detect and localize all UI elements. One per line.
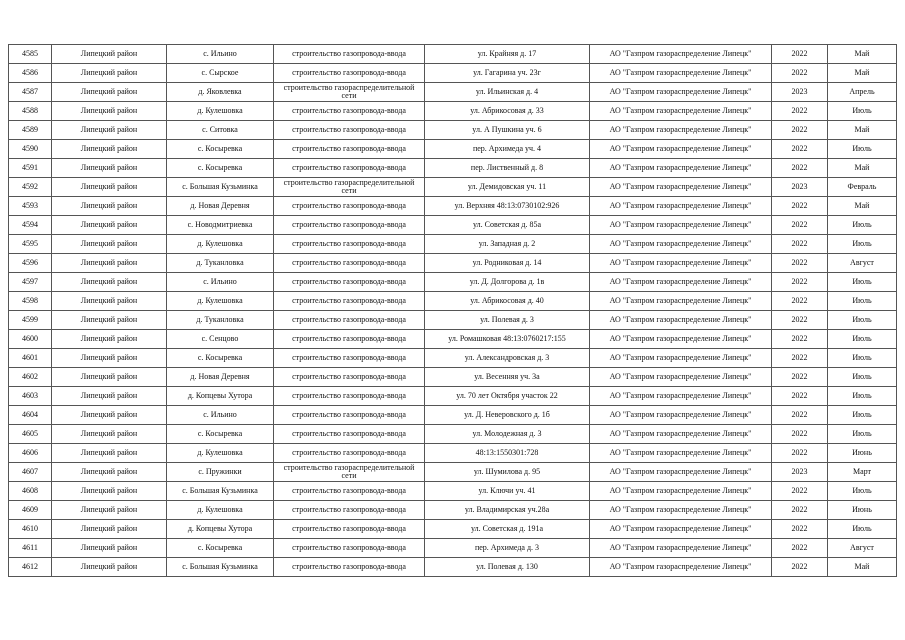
month-cell: Февраль — [828, 178, 897, 197]
table-row — [9, 349, 897, 368]
gasification-schedule-table — [8, 44, 897, 577]
address-cell: ул. Владимирская уч.28а — [425, 501, 590, 520]
month-cell: Июнь — [828, 501, 897, 520]
district-cell: Липецкий район — [52, 311, 167, 330]
row-number-cell: 4596 — [9, 254, 52, 273]
organization-cell: АО "Газпром газораспределение Липецк" — [590, 463, 772, 482]
row-number-cell: 4588 — [9, 102, 52, 121]
table-row — [9, 444, 897, 463]
table-row — [9, 254, 897, 273]
district-cell: Липецкий район — [52, 482, 167, 501]
year-cell: 2022 — [772, 425, 828, 444]
organization-cell: АО "Газпром газораспределение Липецк" — [590, 45, 772, 64]
district-cell: Липецкий район — [52, 235, 167, 254]
row-number-cell: 4591 — [9, 159, 52, 178]
settlement-cell: с. Косыревка — [167, 159, 274, 178]
year-cell: 2023 — [772, 83, 828, 102]
table-row — [9, 235, 897, 254]
work-type-cell: строительство газопровода-ввода — [274, 330, 425, 349]
row-number-cell: 4586 — [9, 64, 52, 83]
work-type-cell: строительство газопровода-ввода — [274, 121, 425, 140]
work-type-cell: строительство газопровода-ввода — [274, 159, 425, 178]
work-type-cell: строительство газопровода-ввода — [274, 102, 425, 121]
address-cell: ул. Шумилова д. 95 — [425, 463, 590, 482]
month-cell: Июль — [828, 330, 897, 349]
settlement-cell: д. Туканловка — [167, 311, 274, 330]
organization-cell: АО "Газпром газораспределение Липецк" — [590, 482, 772, 501]
district-cell: Липецкий район — [52, 330, 167, 349]
organization-cell: АО "Газпром газораспределение Липецк" — [590, 444, 772, 463]
work-type-cell: строительство газопровода-ввода — [274, 235, 425, 254]
row-number-cell: 4609 — [9, 501, 52, 520]
month-cell: Август — [828, 254, 897, 273]
table-row — [9, 330, 897, 349]
organization-cell: АО "Газпром газораспределение Липецк" — [590, 235, 772, 254]
organization-cell: АО "Газпром газораспределение Липецк" — [590, 197, 772, 216]
year-cell: 2022 — [772, 197, 828, 216]
work-type-cell: строительство газопровода-ввода — [274, 482, 425, 501]
address-cell: 48:13:1550301:728 — [425, 444, 590, 463]
row-number-cell: 4594 — [9, 216, 52, 235]
organization-cell: АО "Газпром газораспределение Липецк" — [590, 349, 772, 368]
work-type-cell: строительство газораспределительной сети — [274, 178, 425, 197]
table-row — [9, 197, 897, 216]
table-row — [9, 520, 897, 539]
district-cell: Липецкий район — [52, 387, 167, 406]
address-cell: ул. 70 лет Октября участок 22 — [425, 387, 590, 406]
table-row — [9, 83, 897, 102]
month-cell: Август — [828, 539, 897, 558]
row-number-cell: 4601 — [9, 349, 52, 368]
settlement-cell: с. Ильино — [167, 273, 274, 292]
work-type-cell: строительство газопровода-ввода — [274, 349, 425, 368]
settlement-cell: с. Ситовка — [167, 121, 274, 140]
table-row — [9, 159, 897, 178]
month-cell: Июль — [828, 311, 897, 330]
address-cell: ул. Д. Долгорова д. 1в — [425, 273, 590, 292]
settlement-cell: с. Косыревка — [167, 349, 274, 368]
work-type-cell: строительство газопровода-ввода — [274, 216, 425, 235]
district-cell: Липецкий район — [52, 121, 167, 140]
work-type-cell: строительство газопровода-ввода — [274, 406, 425, 425]
year-cell: 2022 — [772, 501, 828, 520]
work-type-cell: строительство газопровода-ввода — [274, 311, 425, 330]
settlement-cell: с. Косыревка — [167, 539, 274, 558]
district-cell: Липецкий район — [52, 254, 167, 273]
month-cell: Июль — [828, 482, 897, 501]
organization-cell: АО "Газпром газораспределение Липецк" — [590, 254, 772, 273]
district-cell: Липецкий район — [52, 520, 167, 539]
year-cell: 2022 — [772, 330, 828, 349]
district-cell: Липецкий район — [52, 45, 167, 64]
table-row — [9, 539, 897, 558]
row-number-cell: 4603 — [9, 387, 52, 406]
table-row — [9, 501, 897, 520]
month-cell: Июль — [828, 235, 897, 254]
work-type-cell: строительство газопровода-ввода — [274, 539, 425, 558]
settlement-cell: с. Сырское — [167, 64, 274, 83]
year-cell: 2022 — [772, 102, 828, 121]
year-cell: 2022 — [772, 45, 828, 64]
row-number-cell: 4608 — [9, 482, 52, 501]
address-cell: ул. Александровская д. 3 — [425, 349, 590, 368]
address-cell: ул. А Пушкина уч. 6 — [425, 121, 590, 140]
year-cell: 2022 — [772, 140, 828, 159]
address-cell: ул. Абрикосовая д. 33 — [425, 102, 590, 121]
district-cell: Липецкий район — [52, 558, 167, 577]
table-row — [9, 425, 897, 444]
settlement-cell: д. Копцевы Хутора — [167, 520, 274, 539]
settlement-cell: д. Кулешовка — [167, 102, 274, 121]
year-cell: 2023 — [772, 178, 828, 197]
organization-cell: АО "Газпром газораспределение Липецк" — [590, 64, 772, 83]
year-cell: 2022 — [772, 311, 828, 330]
work-type-cell: строительство газопровода-ввода — [274, 387, 425, 406]
district-cell: Липецкий район — [52, 406, 167, 425]
organization-cell: АО "Газпром газораспределение Липецк" — [590, 159, 772, 178]
row-number-cell: 4595 — [9, 235, 52, 254]
district-cell: Липецкий район — [52, 197, 167, 216]
district-cell: Липецкий район — [52, 64, 167, 83]
district-cell: Липецкий район — [52, 349, 167, 368]
row-number-cell: 4597 — [9, 273, 52, 292]
district-cell: Липецкий район — [52, 178, 167, 197]
month-cell: Апрель — [828, 83, 897, 102]
month-cell: Июль — [828, 406, 897, 425]
organization-cell: АО "Газпром газораспределение Липецк" — [590, 539, 772, 558]
year-cell: 2022 — [772, 368, 828, 387]
row-number-cell: 4593 — [9, 197, 52, 216]
year-cell: 2022 — [772, 349, 828, 368]
address-cell: ул. Советская д. 191а — [425, 520, 590, 539]
year-cell: 2022 — [772, 64, 828, 83]
district-cell: Липецкий район — [52, 140, 167, 159]
settlement-cell: д. Яковлевка — [167, 83, 274, 102]
row-number-cell: 4598 — [9, 292, 52, 311]
organization-cell: АО "Газпром газораспределение Липецк" — [590, 292, 772, 311]
table-row — [9, 216, 897, 235]
year-cell: 2022 — [772, 273, 828, 292]
month-cell: Май — [828, 197, 897, 216]
organization-cell: АО "Газпром газораспределение Липецк" — [590, 140, 772, 159]
district-cell: Липецкий район — [52, 102, 167, 121]
month-cell: Июль — [828, 349, 897, 368]
row-number-cell: 4585 — [9, 45, 52, 64]
year-cell: 2022 — [772, 482, 828, 501]
year-cell: 2022 — [772, 406, 828, 425]
organization-cell: АО "Газпром газораспределение Липецк" — [590, 387, 772, 406]
row-number-cell: 4602 — [9, 368, 52, 387]
settlement-cell: д. Кулешовка — [167, 444, 274, 463]
address-cell: ул. Ромашковая 48:13:0760217:155 — [425, 330, 590, 349]
table-row — [9, 64, 897, 83]
address-cell: пер. Архимеда д. 3 — [425, 539, 590, 558]
settlement-cell: с. Косыревка — [167, 140, 274, 159]
address-cell: ул. Весенняя уч. 3а — [425, 368, 590, 387]
settlement-cell: д. Копцевы Хутора — [167, 387, 274, 406]
row-number-cell: 4589 — [9, 121, 52, 140]
month-cell: Май — [828, 159, 897, 178]
table-row — [9, 292, 897, 311]
month-cell: Май — [828, 558, 897, 577]
settlement-cell: с. Косыревка — [167, 425, 274, 444]
month-cell: Июль — [828, 140, 897, 159]
work-type-cell: строительство газопровода-ввода — [274, 273, 425, 292]
work-type-cell: строительство газопровода-ввода — [274, 520, 425, 539]
district-cell: Липецкий район — [52, 83, 167, 102]
year-cell: 2022 — [772, 121, 828, 140]
table-row — [9, 387, 897, 406]
row-number-cell: 4599 — [9, 311, 52, 330]
table-row — [9, 273, 897, 292]
settlement-cell: д. Кулешовка — [167, 235, 274, 254]
organization-cell: АО "Газпром газораспределение Липецк" — [590, 216, 772, 235]
district-cell: Липецкий район — [52, 292, 167, 311]
month-cell: Июль — [828, 292, 897, 311]
settlement-cell: д. Туканловка — [167, 254, 274, 273]
table-body — [9, 45, 897, 577]
settlement-cell: д. Новая Деревня — [167, 197, 274, 216]
work-type-cell: строительство газопровода-ввода — [274, 368, 425, 387]
row-number-cell: 4590 — [9, 140, 52, 159]
district-cell: Липецкий район — [52, 159, 167, 178]
address-cell: ул. Западная д. 2 — [425, 235, 590, 254]
month-cell: Июль — [828, 520, 897, 539]
month-cell: Июль — [828, 368, 897, 387]
row-number-cell: 4610 — [9, 520, 52, 539]
district-cell: Липецкий район — [52, 501, 167, 520]
district-cell: Липецкий район — [52, 273, 167, 292]
address-cell: ул. Советская д. 85а — [425, 216, 590, 235]
table-row — [9, 311, 897, 330]
organization-cell: АО "Газпром газораспределение Липецк" — [590, 425, 772, 444]
organization-cell: АО "Газпром газораспределение Липецк" — [590, 311, 772, 330]
district-cell: Липецкий район — [52, 425, 167, 444]
month-cell: Июль — [828, 387, 897, 406]
work-type-cell: строительство газопровода-ввода — [274, 501, 425, 520]
settlement-cell: с. Ильино — [167, 45, 274, 64]
address-cell: ул. Д. Неверовского д. 1б — [425, 406, 590, 425]
settlement-cell: с. Новодмитриевка — [167, 216, 274, 235]
month-cell: Июль — [828, 102, 897, 121]
settlement-cell: с. Пружинки — [167, 463, 274, 482]
district-cell: Липецкий район — [52, 216, 167, 235]
month-cell: Июль — [828, 216, 897, 235]
month-cell: Май — [828, 45, 897, 64]
address-cell: пер. Архимеда уч. 4 — [425, 140, 590, 159]
year-cell: 2022 — [772, 444, 828, 463]
table-row — [9, 406, 897, 425]
work-type-cell: строительство газопровода-ввода — [274, 45, 425, 64]
row-number-cell: 4592 — [9, 178, 52, 197]
month-cell: Май — [828, 121, 897, 140]
table-row — [9, 482, 897, 501]
address-cell: ул. Демидовская уч. 11 — [425, 178, 590, 197]
table-row — [9, 463, 897, 482]
organization-cell: АО "Газпром газораспределение Липецк" — [590, 558, 772, 577]
work-type-cell: строительство газопровода-ввода — [274, 64, 425, 83]
organization-cell: АО "Газпром газораспределение Липецк" — [590, 406, 772, 425]
work-type-cell: строительство газопровода-ввода — [274, 140, 425, 159]
address-cell: ул. Родниковая д. 14 — [425, 254, 590, 273]
address-cell: пер. Лиственный д. 8 — [425, 159, 590, 178]
address-cell: ул. Ильинская д. 4 — [425, 83, 590, 102]
table-row — [9, 45, 897, 64]
settlement-cell: с. Большая Кузьминка — [167, 482, 274, 501]
work-type-cell: строительство газопровода-ввода — [274, 425, 425, 444]
organization-cell: АО "Газпром газораспределение Липецк" — [590, 273, 772, 292]
table-row — [9, 368, 897, 387]
address-cell: ул. Верхняя 48:13:0730102:926 — [425, 197, 590, 216]
address-cell: ул. Крайняя д. 17 — [425, 45, 590, 64]
work-type-cell: строительство газораспределительной сети — [274, 83, 425, 102]
year-cell: 2022 — [772, 558, 828, 577]
address-cell: ул. Абрикосовая д. 40 — [425, 292, 590, 311]
month-cell: Март — [828, 463, 897, 482]
work-type-cell: строительство газораспределительной сети — [274, 463, 425, 482]
year-cell: 2022 — [772, 254, 828, 273]
row-number-cell: 4600 — [9, 330, 52, 349]
work-type-cell: строительство газопровода-ввода — [274, 558, 425, 577]
month-cell: Июль — [828, 273, 897, 292]
work-type-cell: строительство газопровода-ввода — [274, 254, 425, 273]
organization-cell: АО "Газпром газораспределение Липецк" — [590, 102, 772, 121]
settlement-cell: с. Большая Кузьминка — [167, 558, 274, 577]
work-type-cell: строительство газопровода-ввода — [274, 197, 425, 216]
address-cell: ул. Полевая д. 130 — [425, 558, 590, 577]
organization-cell: АО "Газпром газораспределение Липецк" — [590, 121, 772, 140]
settlement-cell: с. Сенцово — [167, 330, 274, 349]
table-row — [9, 558, 897, 577]
table-row — [9, 140, 897, 159]
month-cell: Июль — [828, 425, 897, 444]
year-cell: 2022 — [772, 159, 828, 178]
row-number-cell: 4587 — [9, 83, 52, 102]
row-number-cell: 4606 — [9, 444, 52, 463]
work-type-cell: строительство газопровода-ввода — [274, 292, 425, 311]
month-cell: Май — [828, 64, 897, 83]
district-cell: Липецкий район — [52, 368, 167, 387]
table-row — [9, 178, 897, 197]
district-cell: Липецкий район — [52, 539, 167, 558]
settlement-cell: д. Новая Деревня — [167, 368, 274, 387]
organization-cell: АО "Газпром газораспределение Липецк" — [590, 83, 772, 102]
year-cell: 2022 — [772, 387, 828, 406]
row-number-cell: 4607 — [9, 463, 52, 482]
row-number-cell: 4605 — [9, 425, 52, 444]
year-cell: 2022 — [772, 292, 828, 311]
address-cell: ул. Гагарина уч. 23г — [425, 64, 590, 83]
row-number-cell: 4611 — [9, 539, 52, 558]
district-cell: Липецкий район — [52, 444, 167, 463]
month-cell: Июнь — [828, 444, 897, 463]
work-type-cell: строительство газопровода-ввода — [274, 444, 425, 463]
district-cell: Липецкий район — [52, 463, 167, 482]
year-cell: 2022 — [772, 235, 828, 254]
organization-cell: АО "Газпром газораспределение Липецк" — [590, 520, 772, 539]
organization-cell: АО "Газпром газораспределение Липецк" — [590, 368, 772, 387]
row-number-cell: 4612 — [9, 558, 52, 577]
organization-cell: АО "Газпром газораспределение Липецк" — [590, 330, 772, 349]
row-number-cell: 4604 — [9, 406, 52, 425]
settlement-cell: с. Ильино — [167, 406, 274, 425]
address-cell: ул. Полевая д. 3 — [425, 311, 590, 330]
settlement-cell: д. Кулешовка — [167, 501, 274, 520]
address-cell: ул. Молодежная д. 3 — [425, 425, 590, 444]
organization-cell: АО "Газпром газораспределение Липецк" — [590, 501, 772, 520]
organization-cell: АО "Газпром газораспределение Липецк" — [590, 178, 772, 197]
table-row — [9, 121, 897, 140]
table-row — [9, 102, 897, 121]
settlement-cell: с. Большая Кузьминка — [167, 178, 274, 197]
year-cell: 2022 — [772, 216, 828, 235]
year-cell: 2022 — [772, 539, 828, 558]
address-cell: ул. Ключи уч. 41 — [425, 482, 590, 501]
year-cell: 2023 — [772, 463, 828, 482]
settlement-cell: д. Кулешовка — [167, 292, 274, 311]
year-cell: 2022 — [772, 520, 828, 539]
